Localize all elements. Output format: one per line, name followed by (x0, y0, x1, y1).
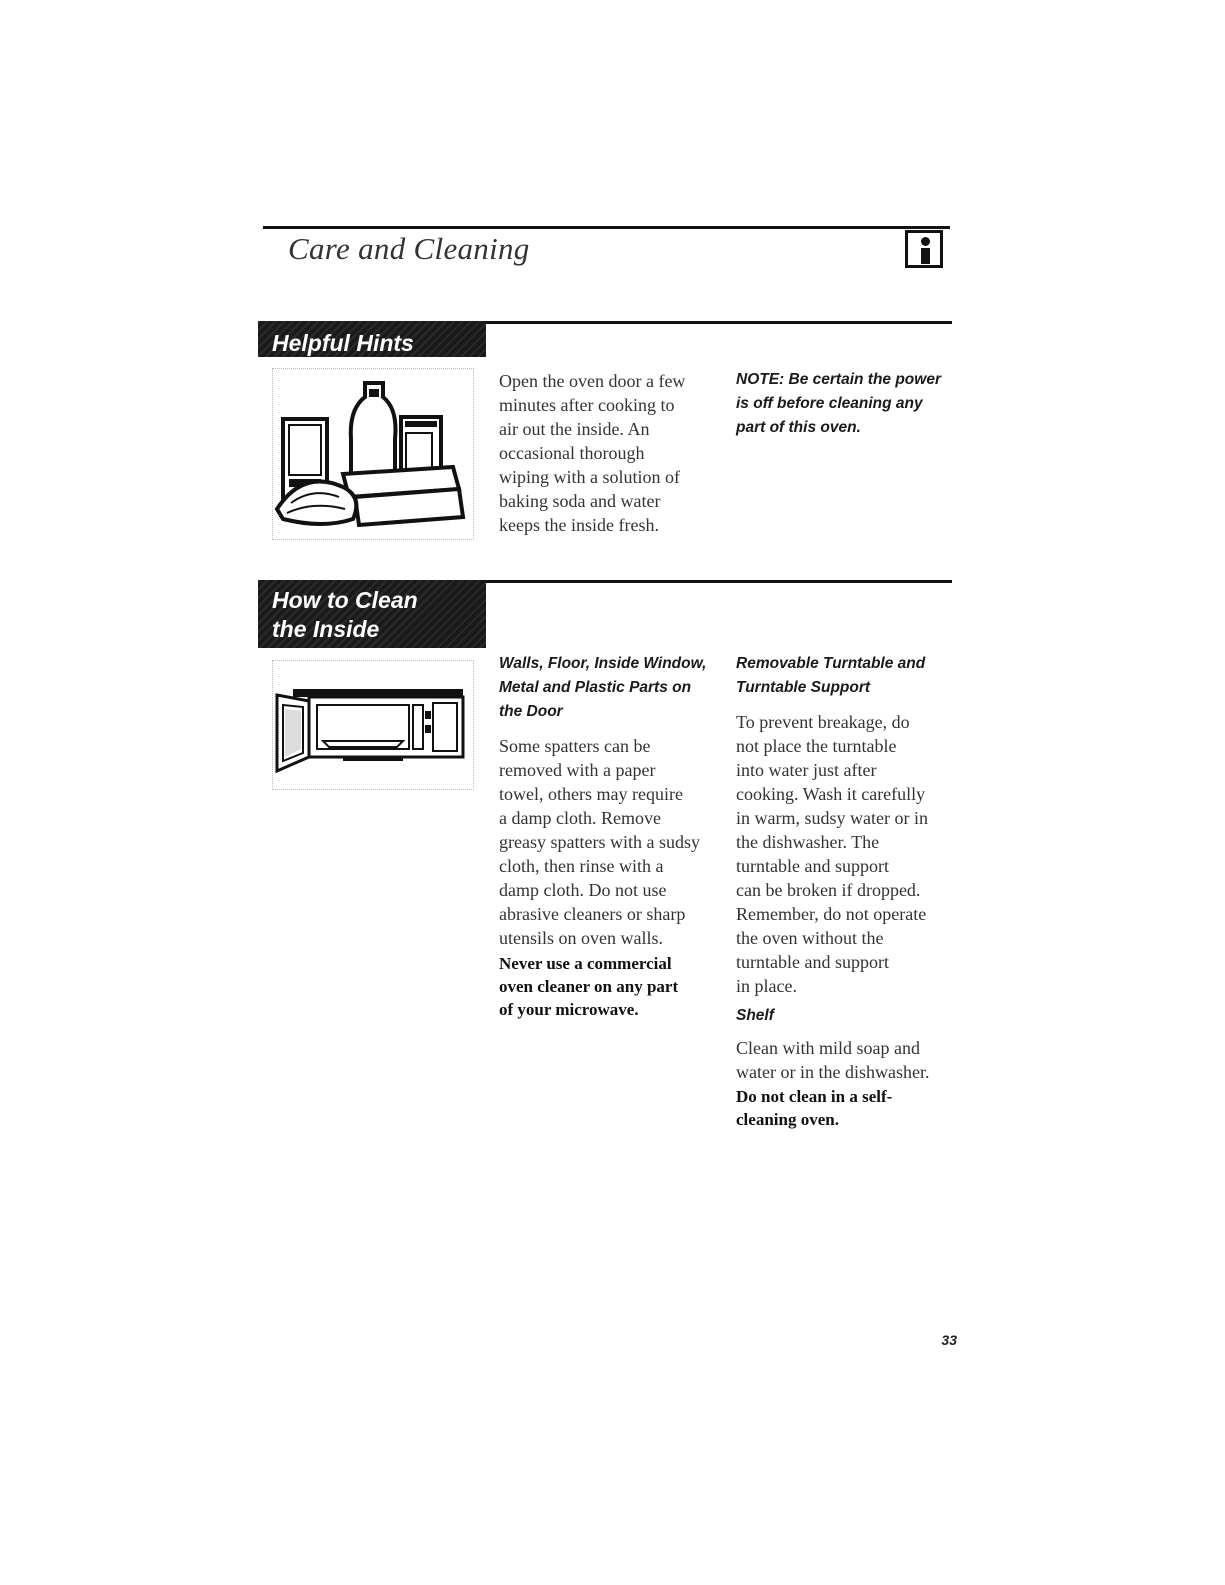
oven-cleaner-warning (499, 952, 724, 1021)
text-line: damp cloth. Do not use (499, 880, 667, 900)
text-line: a damp cloth. Remove (499, 808, 661, 828)
heading-line: Metal and Plastic Parts on (499, 679, 692, 696)
walls-body (499, 734, 724, 950)
text-line: cleaning oven. (736, 1110, 839, 1129)
turntable-body (736, 710, 961, 998)
text-line: in warm, sudsy water or in (736, 808, 928, 828)
text-line: turntable and support (736, 952, 889, 972)
text-line: Open the oven door a few (499, 371, 686, 391)
shelf-heading: Shelf (736, 1007, 774, 1024)
text-line: the dishwasher. The (736, 832, 880, 852)
page-number: 33 (941, 1332, 957, 1348)
heading-line: Removable Turntable and (736, 655, 926, 672)
label-line: the Inside (272, 616, 380, 642)
text-line: turntable and support (736, 856, 889, 876)
how-to-clean-label (258, 580, 486, 648)
text-line: air out the inside. An (499, 419, 650, 439)
text-line: wiping with a solution of (499, 467, 680, 487)
text-line: Clean with mild soap and (736, 1038, 920, 1058)
text-line: of your microwave. (499, 1000, 639, 1019)
info-icon (905, 230, 943, 268)
text-line: NOTE: Be certain the power (736, 371, 941, 388)
text-line: Do not clean in a self- (736, 1087, 893, 1106)
text-line: abrasive cleaners or sharp (499, 904, 686, 924)
text-line: utensils on oven walls. (499, 928, 663, 948)
text-line: Never use a commercial (499, 954, 672, 973)
text-line: greasy spatters with a sudsy (499, 832, 700, 852)
helpful-hints-body (499, 369, 714, 537)
text-line: is off before cleaning any (736, 395, 923, 412)
text-line: not place the turntable (736, 736, 897, 756)
text-line: removed with a paper (499, 760, 656, 780)
text-line: Remember, do not operate (736, 904, 927, 924)
turntable-column (736, 652, 961, 1131)
microwave-open-door-icon (272, 660, 474, 790)
text-line: towel, others may require (499, 784, 683, 804)
text-line: occasional thorough (499, 443, 645, 463)
text-line: part of this oven. (736, 419, 861, 436)
text-line: keeps the inside fresh. (499, 515, 659, 535)
text-line: oven cleaner on any part (499, 977, 679, 996)
text-line: water or in the dishwasher. (736, 1062, 930, 1082)
walls-heading (499, 652, 724, 724)
power-off-note (736, 368, 951, 440)
text-line: baking soda and water (499, 491, 661, 511)
text-line: into water just after (736, 760, 877, 780)
heading-line: the Door (499, 703, 563, 720)
shelf-body (736, 1036, 961, 1084)
text-line: To prevent breakage, do (736, 712, 910, 732)
text-line: cooking. Wash it carefully (736, 784, 926, 804)
text-line: cloth, then rinse with a (499, 856, 664, 876)
helpful-hints-label: Helpful Hints (258, 321, 486, 357)
text-line: can be broken if dropped. (736, 880, 921, 900)
heading-line: Turntable Support (736, 679, 871, 696)
self-cleaning-warning (736, 1085, 961, 1131)
page-title: Care and Cleaning (288, 231, 530, 266)
turntable-heading (736, 652, 961, 700)
text-line: in place. (736, 976, 797, 996)
heading-line: Walls, Floor, Inside Window, (499, 655, 707, 672)
text-line: Some spatters can be (499, 736, 651, 756)
label-line: How to Clean (272, 587, 418, 613)
cleaning-supplies-icon (272, 368, 474, 540)
text-line: the oven without the (736, 928, 884, 948)
walls-column (499, 652, 724, 1021)
text-line: minutes after cooking to (499, 395, 675, 415)
